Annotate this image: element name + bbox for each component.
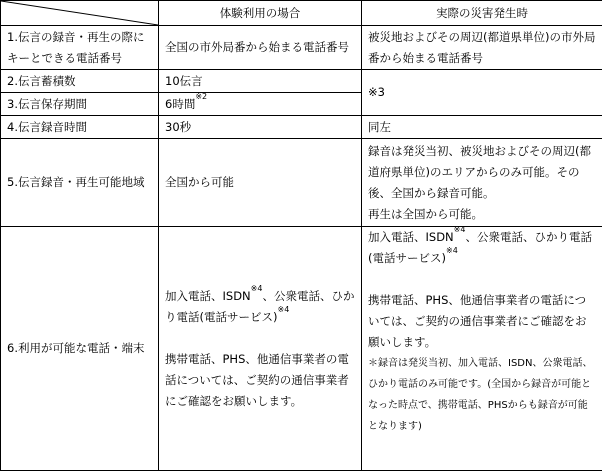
disaster-devices-list — [368, 227, 596, 269]
table-row — [1, 26, 602, 70]
trial-message-count: 10伝言 — [159, 70, 362, 93]
disaster-area-text: 録音は発災当初、被災地およびその周辺(都道府県単位)のエリアからのみ可能。その後、全国から録音可能。 — [368, 143, 591, 200]
column-header-disaster: 実際の災害発生時 — [362, 1, 602, 26]
table-row — [1, 70, 602, 93]
disaster-available-area — [362, 139, 602, 227]
disaster-devices-note: ＊録音は発災当初、加入電話、ISDN、公衆電話、ひかり電話のみ可能です。(全国から録音が可能となった時点で、携帯電話、PHSからも録音が可能となります) — [368, 358, 593, 432]
diagonal-line — [1, 1, 158, 25]
row-label-retention-period: 3.伝言保存期間 — [1, 93, 159, 116]
row-label-recording-time: 4.伝言録音時間 — [1, 116, 159, 139]
trial-devices-mobile: 携帯電話、PHS、他通信事業者の電話については、ご契約の通信事業者にご確認をお願いします。 — [165, 351, 349, 408]
device-text: 加入電話、ISDN — [165, 288, 251, 303]
column-header-trial: 体験利用の場合 — [159, 1, 362, 26]
table-row — [1, 227, 602, 471]
disaster-area-playback: 再生は全国から可能。 — [368, 206, 483, 221]
disaster-note-3: ※3 — [362, 70, 602, 116]
trial-retention-period — [159, 93, 362, 116]
trial-key-number: 全国の市外局番から始まる電話番号 — [159, 26, 362, 70]
header-row — [1, 1, 602, 26]
trial-devices — [159, 227, 362, 471]
footnote-mark: ※4 — [445, 246, 458, 255]
table-row — [1, 116, 602, 139]
row-label-available-area: 5.伝言録音・再生可能地域 — [1, 139, 159, 227]
disaster-key-number: 被災地およびその周辺(都道県単位)の市外局番から始まる電話番号 — [362, 26, 602, 70]
trial-retention-text: 6時間 — [165, 96, 196, 111]
device-text: 、公衆電話、ひかり電話(電話サービス) — [368, 230, 592, 265]
row-label-message-count: 2.伝言蓄積数 — [1, 70, 159, 93]
trial-available-area: 全国から可能 — [159, 139, 362, 227]
row-label-devices: 6.利用が可能な電話・端末 — [1, 227, 159, 471]
footnote-mark: ※4 — [277, 304, 290, 314]
trial-devices-list — [165, 283, 355, 328]
device-text: 、公衆電話、ひかり電話(電話サービス) — [165, 288, 355, 324]
table-row — [1, 139, 602, 227]
disaster-recording-time: 同左 — [362, 116, 602, 139]
disaster-devices — [362, 227, 602, 471]
disaster-devices-mobile: 携帯電話、PHS、他通信事業者の電話については、ご契約の通信事業者にご確認をお願いします。 — [368, 293, 587, 349]
trial-recording-time: 30秒 — [159, 116, 362, 139]
footnote-mark: ※4 — [453, 225, 466, 234]
header-corner-cell — [1, 1, 159, 26]
device-text: 加入電話、ISDN — [368, 230, 454, 244]
footnote-mark: ※4 — [250, 283, 263, 293]
row-label-key-number: 1.伝言の録音・再生の際にキーとできる電話番号 — [1, 26, 159, 70]
footnote-mark: ※2 — [195, 91, 208, 101]
